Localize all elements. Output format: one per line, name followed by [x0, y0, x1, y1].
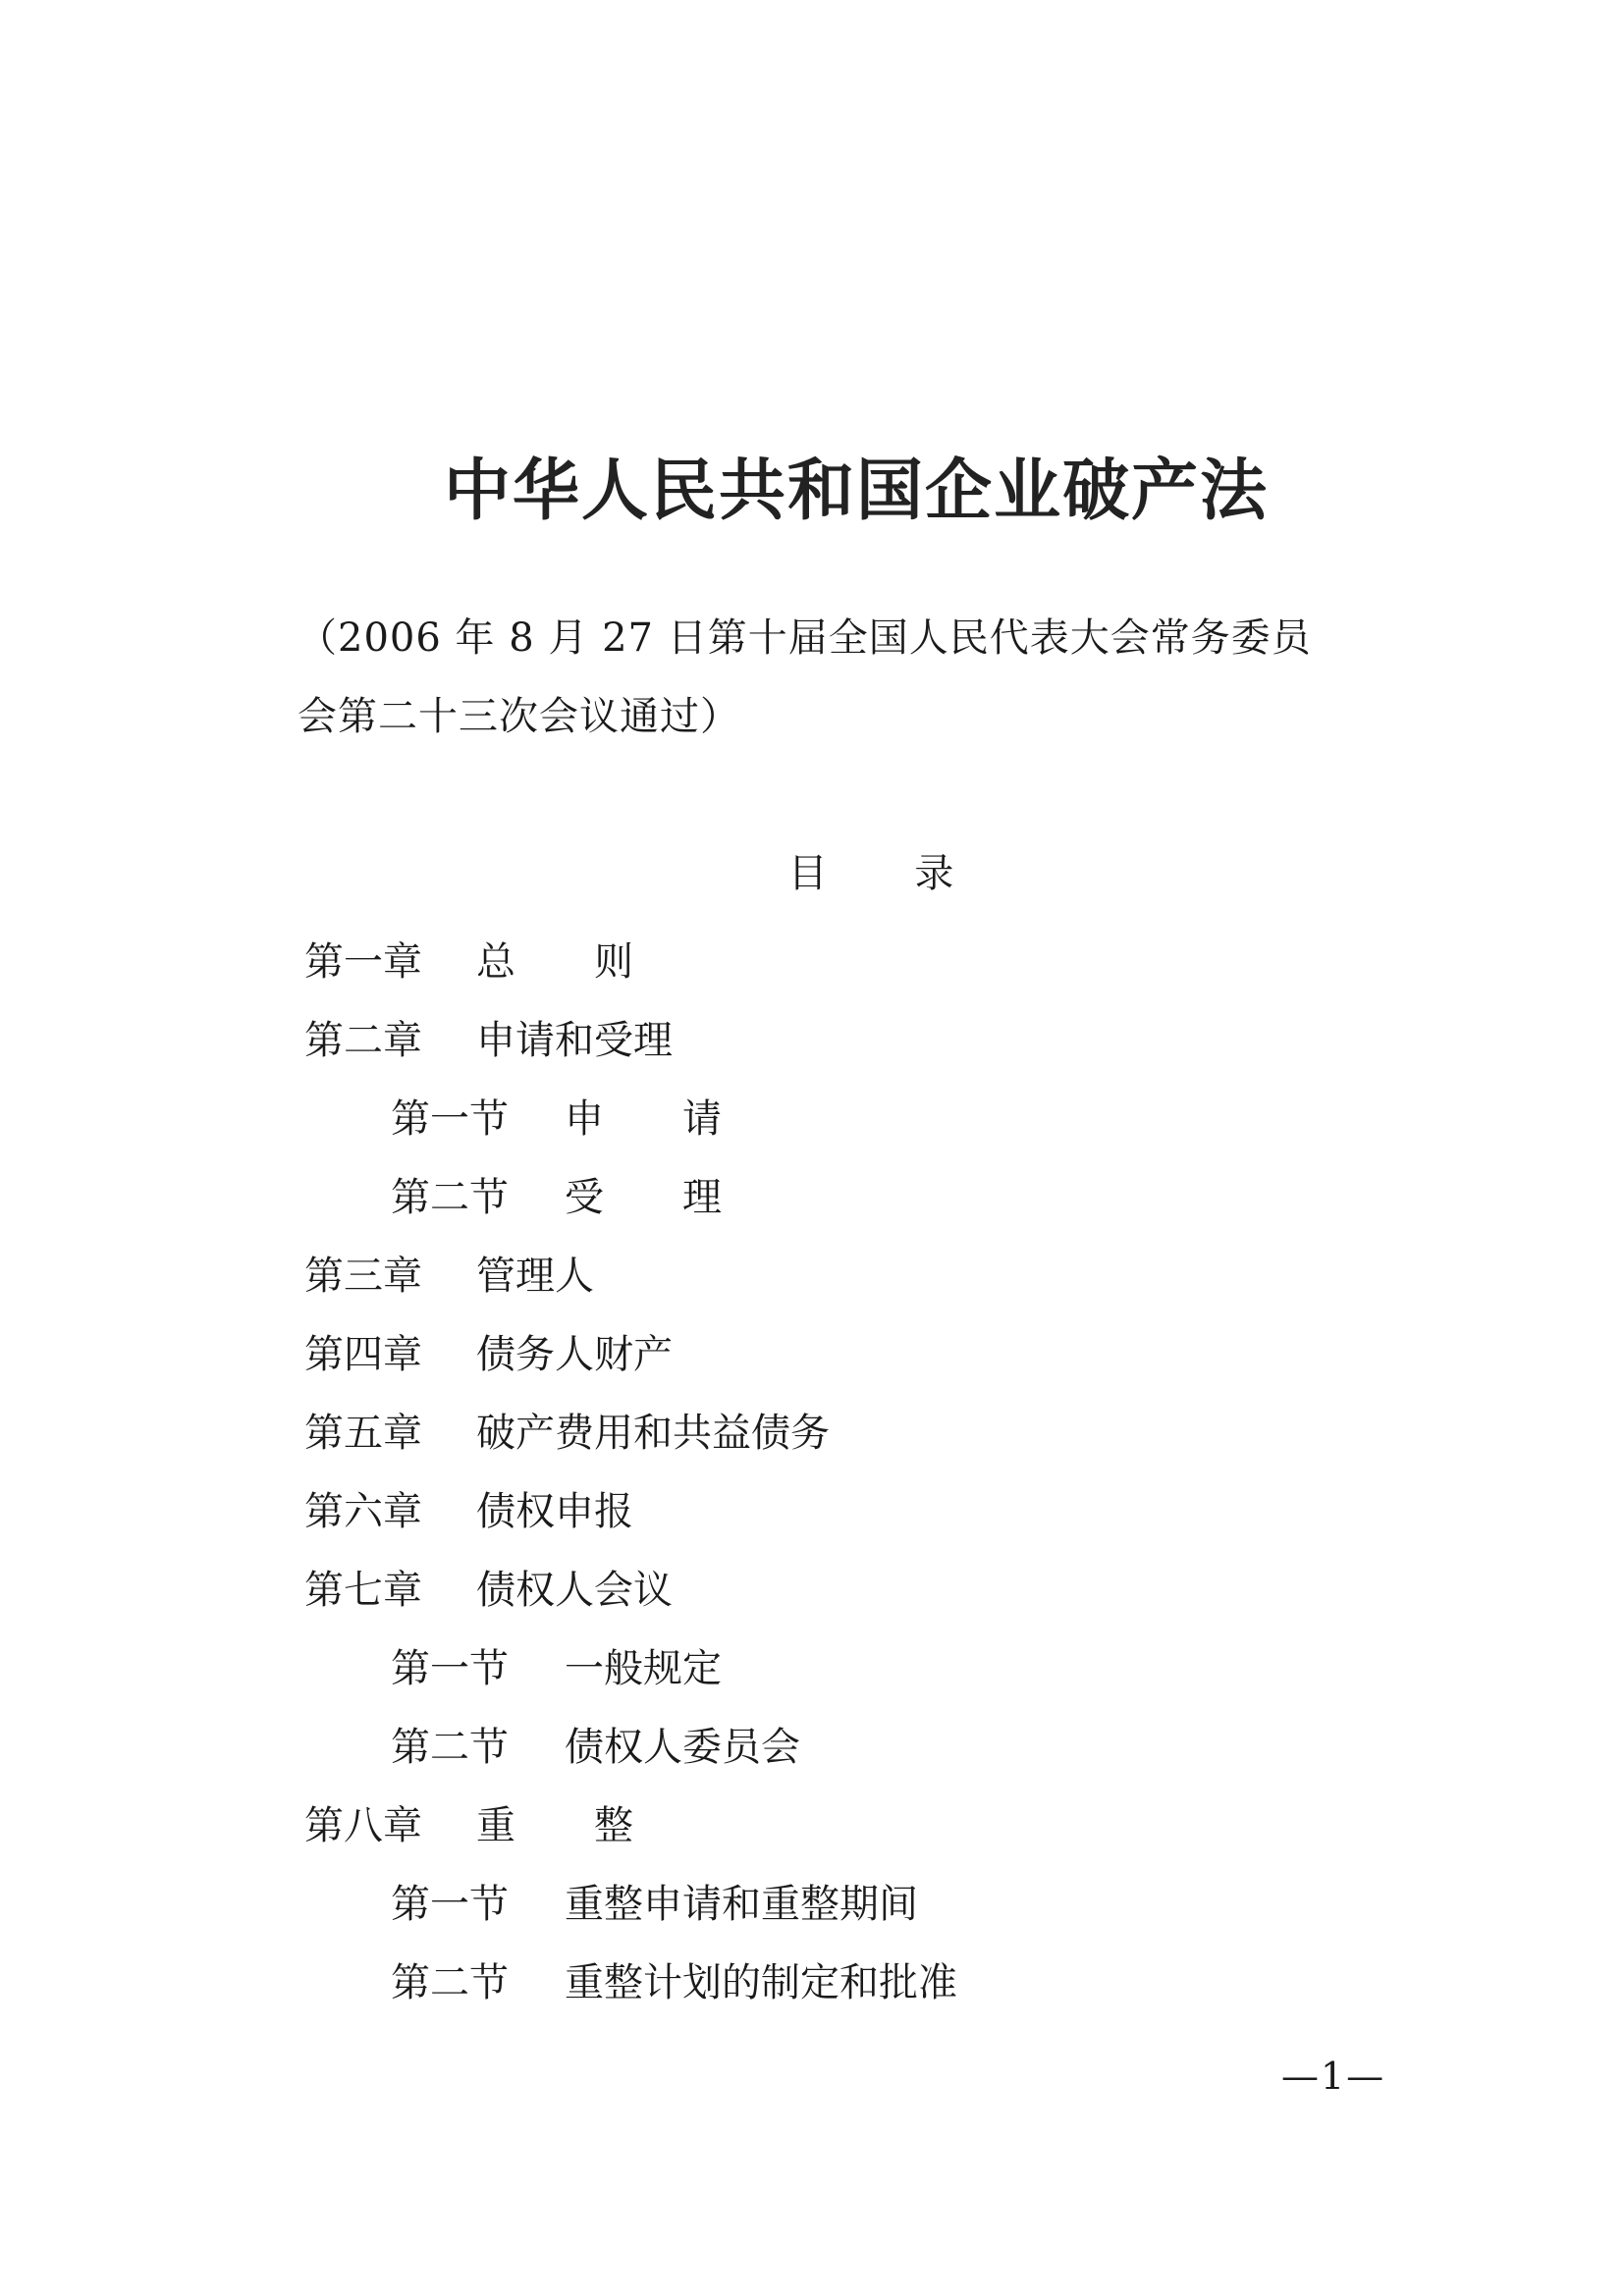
toc-item[interactable] [304, 1629, 1384, 1708]
page-title: 中华人民共和国企业破产法 [443, 452, 1269, 530]
toc-item-title: 债务人财产 [476, 1332, 673, 1377]
toc-item-title: 债权人会议 [476, 1568, 673, 1613]
toc-item-number: 第四章 [304, 1332, 422, 1377]
toc-item[interactable] [304, 923, 1384, 1001]
page-number: —1— [1281, 2055, 1386, 2098]
toc-heading [0, 844, 1624, 903]
toc-item[interactable] [304, 1708, 1384, 1787]
toc-item-title: 债权申报 [476, 1489, 633, 1534]
toc-item-number: 第一节 [391, 1096, 509, 1142]
toc-item-number: 第一章 [304, 939, 422, 985]
adoption-note-line-1: （2006 年 8 月 27 日第十届全国人民代表大会常务委员 [298, 615, 1312, 661]
toc-item-title: 破产费用和共益债务 [476, 1411, 830, 1456]
toc-item-title: 总 则 [476, 939, 633, 985]
toc-item[interactable] [304, 1551, 1384, 1629]
toc-item-number: 第一节 [391, 1646, 509, 1691]
adoption-note [298, 599, 1353, 756]
toc-item[interactable] [304, 1001, 1384, 1080]
toc-heading-char-2: 录 [914, 851, 954, 896]
toc-item[interactable] [304, 1394, 1384, 1472]
adoption-note-line-2: 会第二十三次会议通过） [298, 694, 740, 739]
toc-item[interactable] [304, 1158, 1384, 1237]
toc-item-number: 第二节 [391, 1960, 509, 2005]
toc-item[interactable] [304, 1787, 1384, 1865]
toc-item-title: 受 理 [565, 1175, 722, 1220]
toc-heading-char-1: 目 [787, 851, 828, 896]
toc-item[interactable] [304, 1944, 1384, 2022]
toc-item[interactable] [304, 1472, 1384, 1551]
toc-item[interactable] [304, 1865, 1384, 1944]
toc-item-title: 一般规定 [565, 1646, 722, 1691]
toc-item-number: 第七章 [304, 1568, 422, 1613]
toc-item[interactable] [304, 1237, 1384, 1315]
toc-item-title: 债权人委员会 [565, 1725, 800, 1770]
toc-item-number: 第二章 [304, 1018, 422, 1063]
toc-item-number: 第六章 [304, 1489, 422, 1534]
toc-item-number: 第五章 [304, 1411, 422, 1456]
toc-item[interactable] [304, 1315, 1384, 1394]
toc-item-number: 第八章 [304, 1803, 422, 1848]
toc-item-number: 第三章 [304, 1254, 422, 1299]
toc-item-title: 重 整 [476, 1803, 633, 1848]
toc-item-title: 管理人 [476, 1254, 594, 1299]
toc-item-title: 申 请 [565, 1096, 722, 1142]
toc-item[interactable] [304, 1080, 1384, 1158]
toc-item-title: 重整申请和重整期间 [565, 1882, 918, 1927]
toc-item-title: 重整计划的制定和批准 [565, 1960, 957, 2005]
toc-item-number: 第一节 [391, 1882, 509, 1927]
toc-item-title: 申请和受理 [476, 1018, 673, 1063]
table-of-contents [304, 923, 1384, 2022]
toc-item-number: 第二节 [391, 1725, 509, 1770]
toc-item-number: 第二节 [391, 1175, 509, 1220]
